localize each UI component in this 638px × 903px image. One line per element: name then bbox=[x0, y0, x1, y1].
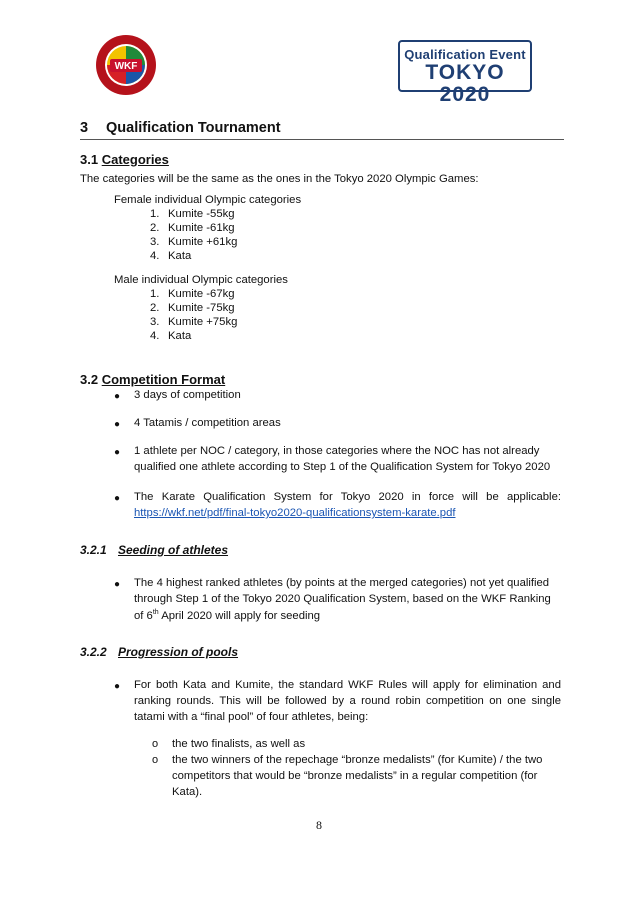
list-item: 1. Kumite -67kg bbox=[150, 288, 235, 300]
bullet-text: The 4 highest ranked athletes (by points at the merged categories) not yet qualified bbox=[134, 577, 550, 589]
bullet-text: through Step 1 of the Tokyo 2020 Qualification System, based on the WKF Ranking bbox=[134, 593, 551, 605]
bullet-text: qualified one athlete according to Step 1 of the Qualification System for Tokyo 2020 bbox=[134, 461, 551, 473]
subsubsection-number: 3.2.1 bbox=[80, 543, 107, 557]
subsubsection-heading-seeding bbox=[80, 543, 228, 557]
bullet-icon: ● bbox=[114, 493, 121, 504]
list-item: 4. Kata bbox=[150, 250, 192, 262]
sub-bullet-icon: o bbox=[152, 754, 159, 766]
bullet-text: 3 days of competition bbox=[134, 389, 241, 401]
section-number: 3 bbox=[80, 120, 89, 136]
list-item: 4. Kata bbox=[150, 330, 192, 342]
subsection-title: Categories bbox=[101, 152, 169, 167]
bullet-icon: ● bbox=[114, 447, 121, 458]
section-title: Qualification Tournament bbox=[106, 120, 281, 136]
subsubsection-heading-progression bbox=[80, 645, 238, 659]
subsubsection-number: 3.2.2 bbox=[80, 645, 107, 659]
list-item: 2. Kumite -75kg bbox=[150, 302, 235, 314]
badge-subtitle: TOKYO 2020 bbox=[425, 61, 505, 106]
page-number: 8 bbox=[316, 818, 322, 832]
svg-text:WKF: WKF bbox=[114, 61, 138, 72]
qualification-system-link[interactable]: https://wkf.net/pdf/final-tokyo2020-qualificationsystem-karate.pdf bbox=[134, 507, 456, 519]
bullet-text: ranking rounds. This will be followed by a round robin competition on one single bbox=[134, 695, 561, 707]
bullet-text: 4 Tatamis / competition areas bbox=[134, 417, 281, 429]
bullet-text: of 6th April 2020 will apply for seeding bbox=[134, 609, 321, 622]
bullet-icon: ● bbox=[114, 579, 121, 590]
bullet-text: The Karate Qualification System for Tokyo 2020 in force will be applicable: bbox=[134, 491, 561, 503]
subsubsection-title: Progression of pools bbox=[118, 645, 239, 659]
subsection-heading-competition-format bbox=[80, 372, 225, 387]
sub-bullet-text: the two finalists, as well as bbox=[172, 738, 306, 750]
subsection-title: Competition Format bbox=[101, 372, 226, 387]
categories-intro: The categories will be the same as the ones in the Tokyo 2020 Olympic Games: bbox=[80, 173, 479, 185]
sub-bullet-text: the two winners of the repechage “bronze medalists” (for Kumite) / the two bbox=[172, 754, 543, 766]
sub-bullet-text: Kata). bbox=[172, 786, 203, 798]
subsection-number: 3.1 bbox=[80, 152, 99, 167]
bullet-icon: ● bbox=[114, 391, 121, 402]
sub-bullet-text: competitors that would be “bronze medalists” in a regular competition (for bbox=[172, 770, 538, 782]
subsection-heading-categories bbox=[80, 152, 169, 167]
bullet-icon: ● bbox=[114, 419, 121, 430]
wkf-logo-icon bbox=[95, 34, 157, 96]
bullet-icon: ● bbox=[114, 681, 121, 692]
female-categories-heading: Female individual Olympic categories bbox=[114, 194, 302, 206]
list-item: 3. Kumite +61kg bbox=[150, 236, 238, 248]
qualification-event-badge bbox=[398, 40, 532, 106]
list-item: 2. Kumite -61kg bbox=[150, 222, 235, 234]
badge-title: Qualification Event bbox=[404, 47, 526, 62]
list-item: 3. Kumite +75kg bbox=[150, 316, 238, 328]
sub-bullet-icon: o bbox=[152, 738, 159, 750]
section-heading bbox=[80, 120, 564, 140]
bullet-text: 1 athlete per NOC / category, in those categories where the NOC has not already bbox=[134, 445, 540, 457]
subsection-number: 3.2 bbox=[80, 372, 99, 387]
male-categories-heading: Male individual Olympic categories bbox=[114, 274, 288, 286]
subsubsection-title: Seeding of athletes bbox=[118, 543, 229, 557]
bullet-text: For both Kata and Kumite, the standard WKF Rules will apply for elimination and bbox=[134, 679, 561, 691]
bullet-text: tatami with a “final pool” of four athletes, being: bbox=[134, 711, 369, 723]
list-item: 1. Kumite -55kg bbox=[150, 208, 235, 220]
